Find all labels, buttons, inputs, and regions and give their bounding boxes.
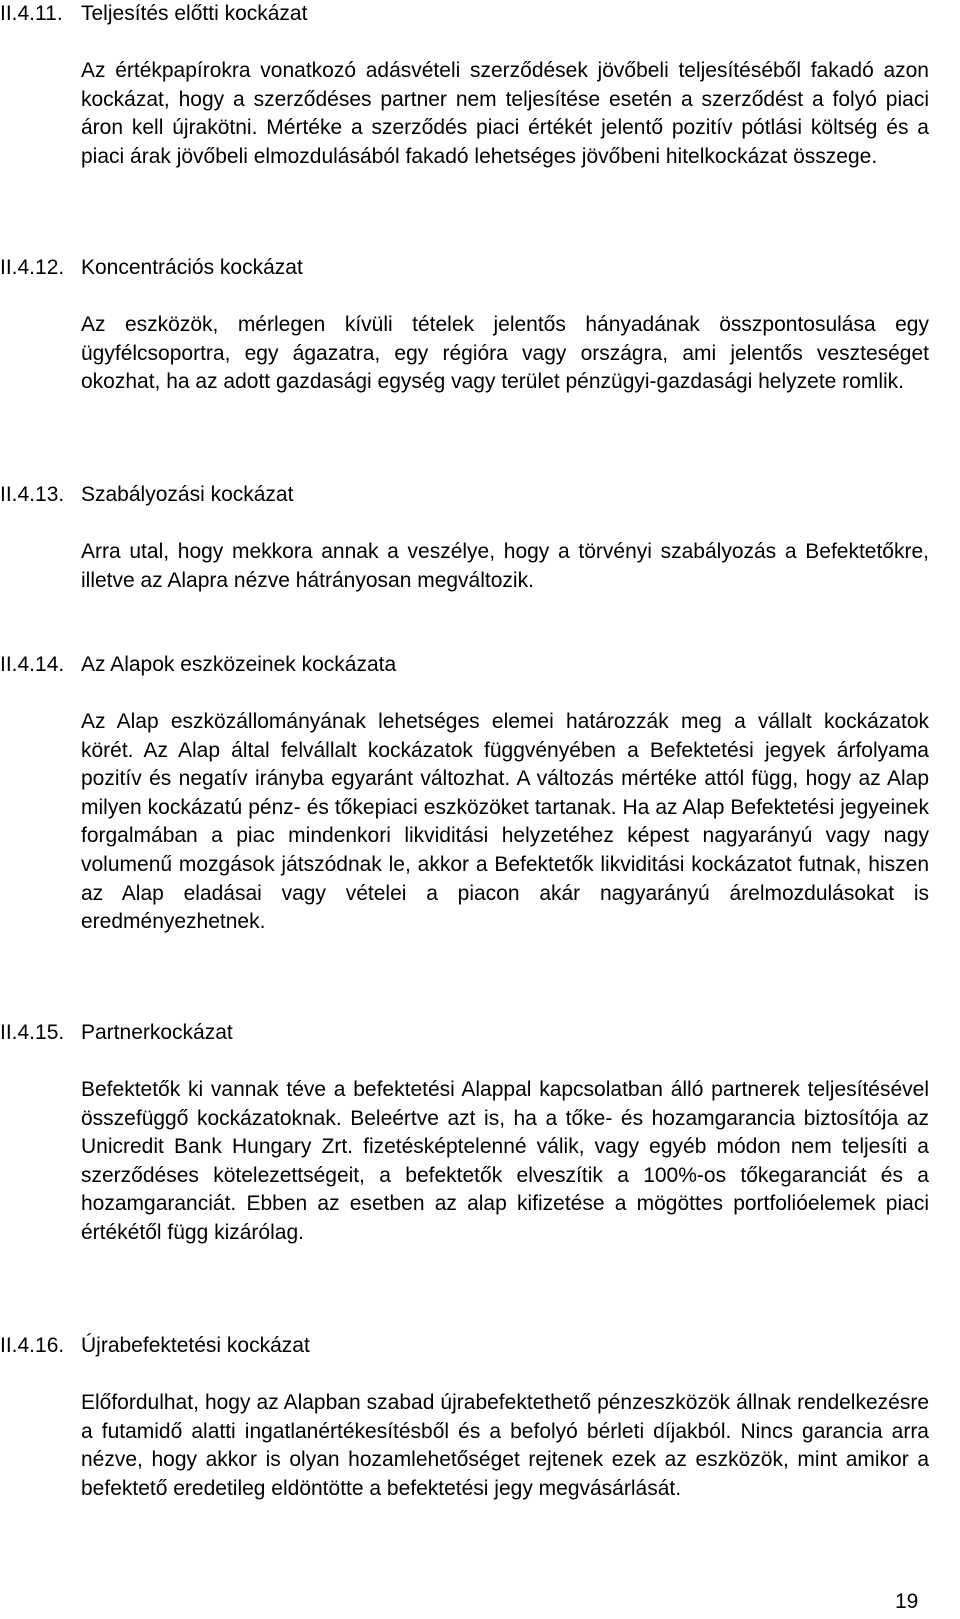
- section-title: Partnerkockázat: [81, 1021, 233, 1044]
- section-number: II.4.16.: [0, 1334, 65, 1357]
- section-title: Koncentrációs kockázat: [81, 256, 303, 279]
- section-number: II.4.12.: [0, 256, 65, 279]
- section-paragraph: Előfordulhat, hogy az Alapban szabad újrabefektethető pénzeszközök állnak rendelkezésre a futamidő alatti ingatlanértékesítésből és a befolyó bérleti díjakból. Nincs garancia arra nézve, hogy akkor is olyan hozamlehetőséget rejtenek ezek az eszközök, mint amikor a befektető eredetileg eldöntötte a befektetési jegy megvásárlását.: [81, 1391, 929, 1500]
- section-paragraph: Az eszközök, mérlegen kívüli tételek jelentős hányadának összpontosulása egy ügyfélcsoportra, egy ágazatra, egy régióra vagy országra, ami jelentős veszteséget okozhat, ha az adott gazdasági egység vagy terület pénzügyi-gazdasági helyzete romlik.: [81, 313, 929, 394]
- section-title: Teljesítés előtti kockázat: [81, 2, 308, 25]
- section-heading: [0, 481, 293, 509]
- section-number: II.4.11.: [0, 2, 63, 25]
- section-heading: [0, 651, 396, 679]
- section-paragraph: Arra utal, hogy mekkora annak a veszélye, hogy a törvényi szabályozás a Befektetőkre, illetve az Alapra nézve hátrányosan megváltozik.: [81, 540, 929, 592]
- section-paragraph: Az Alap eszközállományának lehetséges elemei határozzák meg a vállalt kockázatok körét. Az Alap által felvállalt kockázatok függvényében a Befektetési jegyek árfolyama pozitív és negatív irányba egyaránt változhat. A változás mértéke attól függ, hogy az Alap milyen kockázatú pénz- és tőkepiaci eszközöket tartanak. Ha az Alap Befektetési jegyeinek forgalmában a piac mindenkori likviditási helyzetéhez képest nagyarányú vagy nagy volumenű mozgások játszódnak le, akkor a Befektetők likviditási kockázatot futnak, hiszen az Alap eladásai vagy vételei a piacon akár nagyarányú árelmozdulásokat is eredményezhetnek.: [81, 710, 929, 934]
- section-number: II.4.14.: [0, 653, 65, 676]
- section-paragraph: Befektetők ki vannak téve a befektetési Alappal kapcsolatban álló partnerek teljesítésével összefüggő kockázatoknak. Beleértve azt is, ha a tőke- és hozamgarancia biztosítója az Unicredit Bank Hungary Zrt. fizetésképtelenné válik, vagy egyéb módon nem teljesíti a szerződéses kötelezettségeit, a befektetők elveszítik a 100%-os tőkegaranciát és a hozamgaranciát. Ebben az esetben az alap kifizetése a mögöttes portfolióelemek piaci értékétől függ kizárólag.: [81, 1078, 929, 1244]
- section-heading: [0, 254, 303, 282]
- section-title: Újrabefektetési kockázat: [81, 1334, 310, 1357]
- section-heading: [0, 0, 307, 28]
- page-number: 19: [895, 1590, 919, 1613]
- section-heading: [0, 1019, 233, 1047]
- section-heading: [0, 1332, 310, 1360]
- section-title: Szabályozási kockázat: [81, 483, 294, 506]
- section-number: II.4.13.: [0, 483, 65, 506]
- section-paragraph: Az értékpapírokra vonatkozó adásvételi szerződések jövőbeli teljesítéséből fakadó azon kockázat, hogy a szerződéses partner nem teljesítése esetén a szerződést a folyó piaci áron kell újrakötni. Mértéke a szerződés piaci értékét jelentő pozitív pótlási költség és a piaci árak jövőbeli elmozdulásából fakadó lehetséges jövőbeni hitelkockázat összege.: [81, 59, 929, 168]
- section-title: Az Alapok eszközeinek kockázata: [81, 653, 397, 676]
- section-number: II.4.15.: [0, 1021, 65, 1044]
